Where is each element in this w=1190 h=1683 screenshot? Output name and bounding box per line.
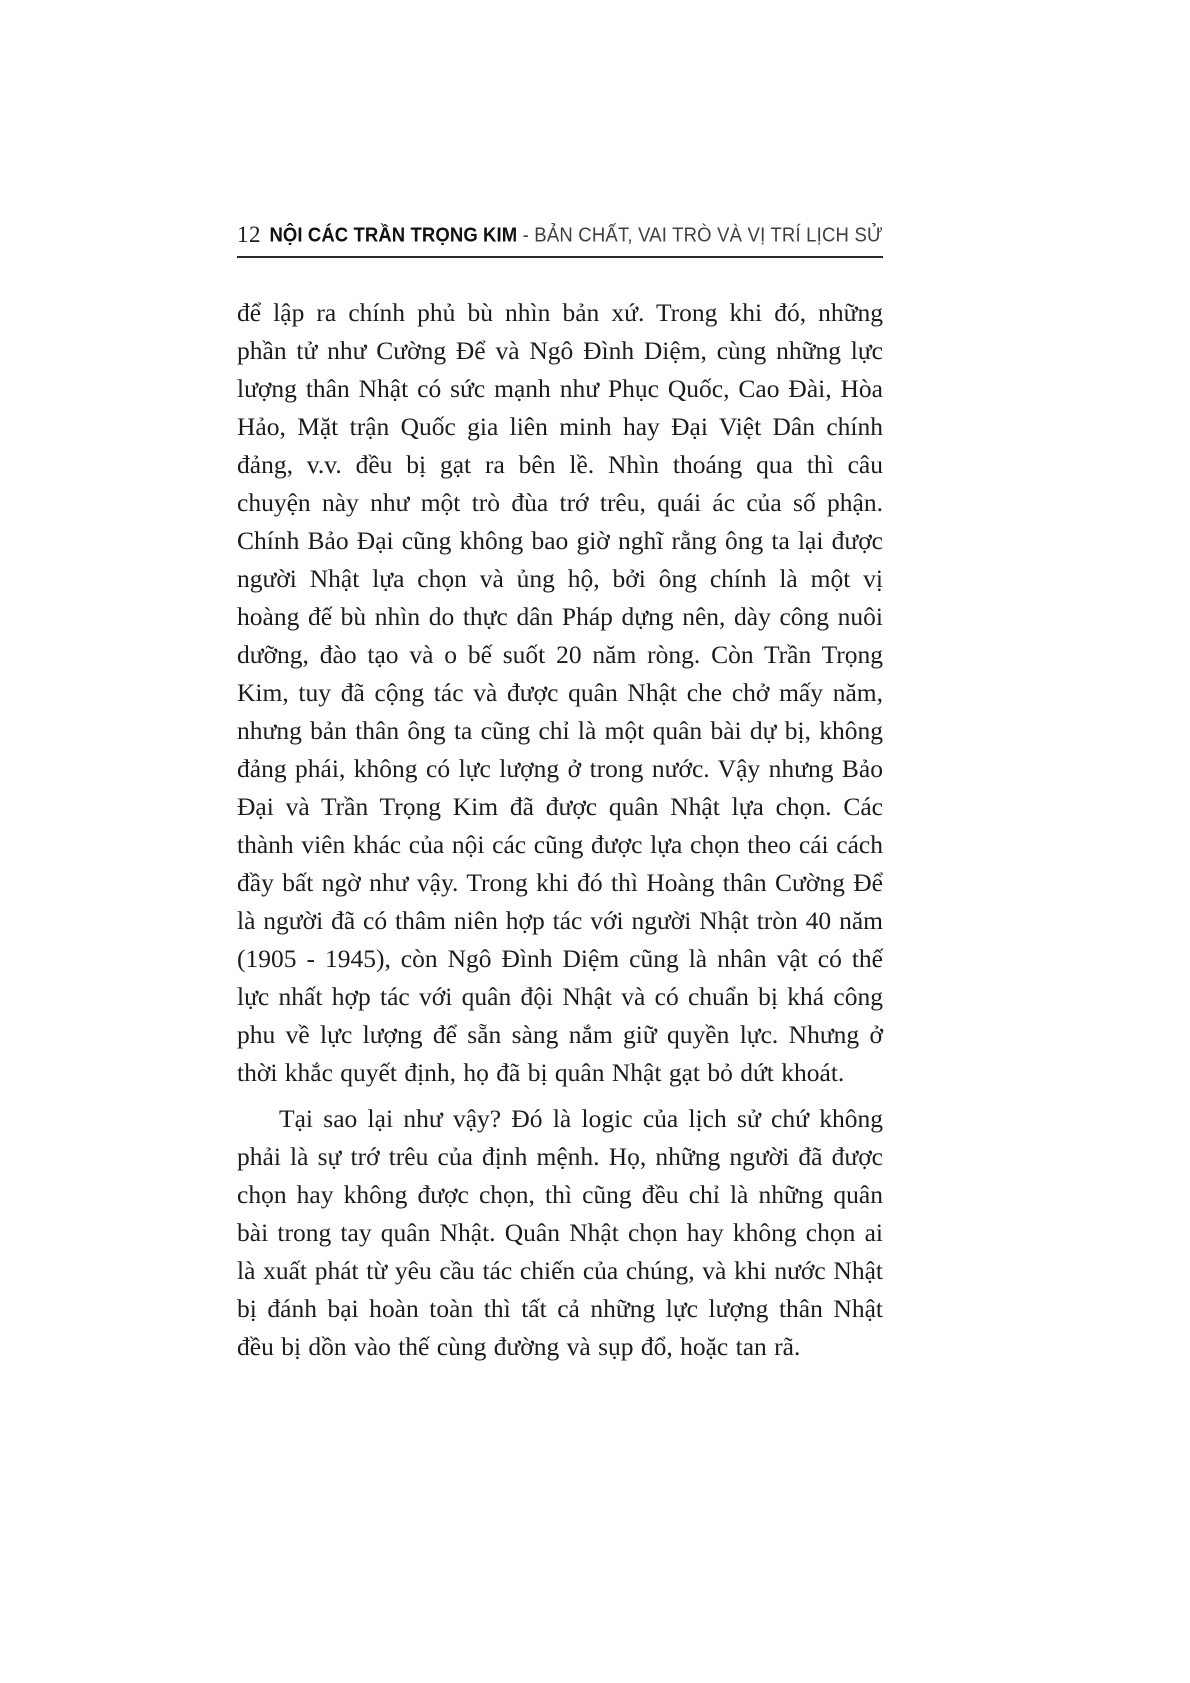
header-row (237, 222, 883, 248)
running-header (237, 222, 883, 258)
paragraph: Tại sao lại như vậy? Đó là logic của lịch sử chứ không phải là sự trớ trêu của định mệnh. Họ, những người đã được chọn hay không được chọn, thì cũng đều chỉ là những quân bài trong tay quân Nhật. Quân Nhật chọn hay không chọn ai là xuất phát từ yêu cầu tác chiến của chúng, và khi nước Nhật bị đánh bại hoàn toàn thì tất cả những lực lượng thân Nhật đều bị dồn vào thế cùng đường và sụp đổ, hoặc tan rã. (237, 1104, 883, 1361)
running-header-book-title: NỘI CÁC TRẦN TRỌNG KIM (269, 222, 518, 246)
header-rule (237, 256, 883, 258)
paragraph: để lập ra chính phủ bù nhìn bản xứ. Trong khi đó, những phần tử như Cường Để và Ngô Đình Diệm, cùng những lực lượng thân Nhật có sức mạnh như Phục Quốc, Cao Đài, Hòa Hảo, Mặt trận Quốc gia liên minh hay Đại Việt Dân chính đảng, v.v. đều bị gạt ra bên lề. Nhìn thoáng qua thì câu chuyện này như một trò đùa trớ trêu, quái ác của số phận. Chính Bảo Đại cũng không bao giờ nghĩ rằng ông ta lại được người Nhật lựa chọn và ủng hộ, bởi ông chính là một vị hoàng đế bù nhìn do thực dân Pháp dựng nên, dày công nuôi dưỡng, đào tạo và o bế suốt 20 năm ròng. Còn Trần Trọng Kim, tuy đã cộng tác và được quân Nhật che chở mấy năm, nhưng bản thân ông ta cũng chỉ là một quân bài dự bị, không đảng phái, không có lực lượng ở trong nước. Vậy nhưng Bảo Đại và Trần Trọng Kim đã được quân Nhật lựa chọn. Các thành viên khác của nội các cũng được lựa chọn theo cái cách đầy bất ngờ như vậy. Trong khi đó thì Hoàng thân Cường Để là người đã có thâm niên hợp tác với người Nhật tròn 40 năm (1905 - 1945), còn Ngô Đình Diệm cũng là nhân vật có thế lực nhất hợp tác với quân đội Nhật và có chuẩn bị khá công phu về lực lượng để sẵn sàng nắm giữ quyền lực. Nhưng ở thời khắc quyết định, họ đã bị quân Nhật gạt bỏ dứt khoát. (237, 298, 883, 1087)
page-number: 12 (237, 222, 261, 247)
page-body (237, 294, 883, 1366)
running-header-title (269, 222, 883, 247)
text-block (237, 222, 883, 1366)
running-header-subtitle: - BẢN CHẤT, VAI TRÒ VÀ VỊ TRÍ LỊCH SỬ (517, 222, 883, 246)
